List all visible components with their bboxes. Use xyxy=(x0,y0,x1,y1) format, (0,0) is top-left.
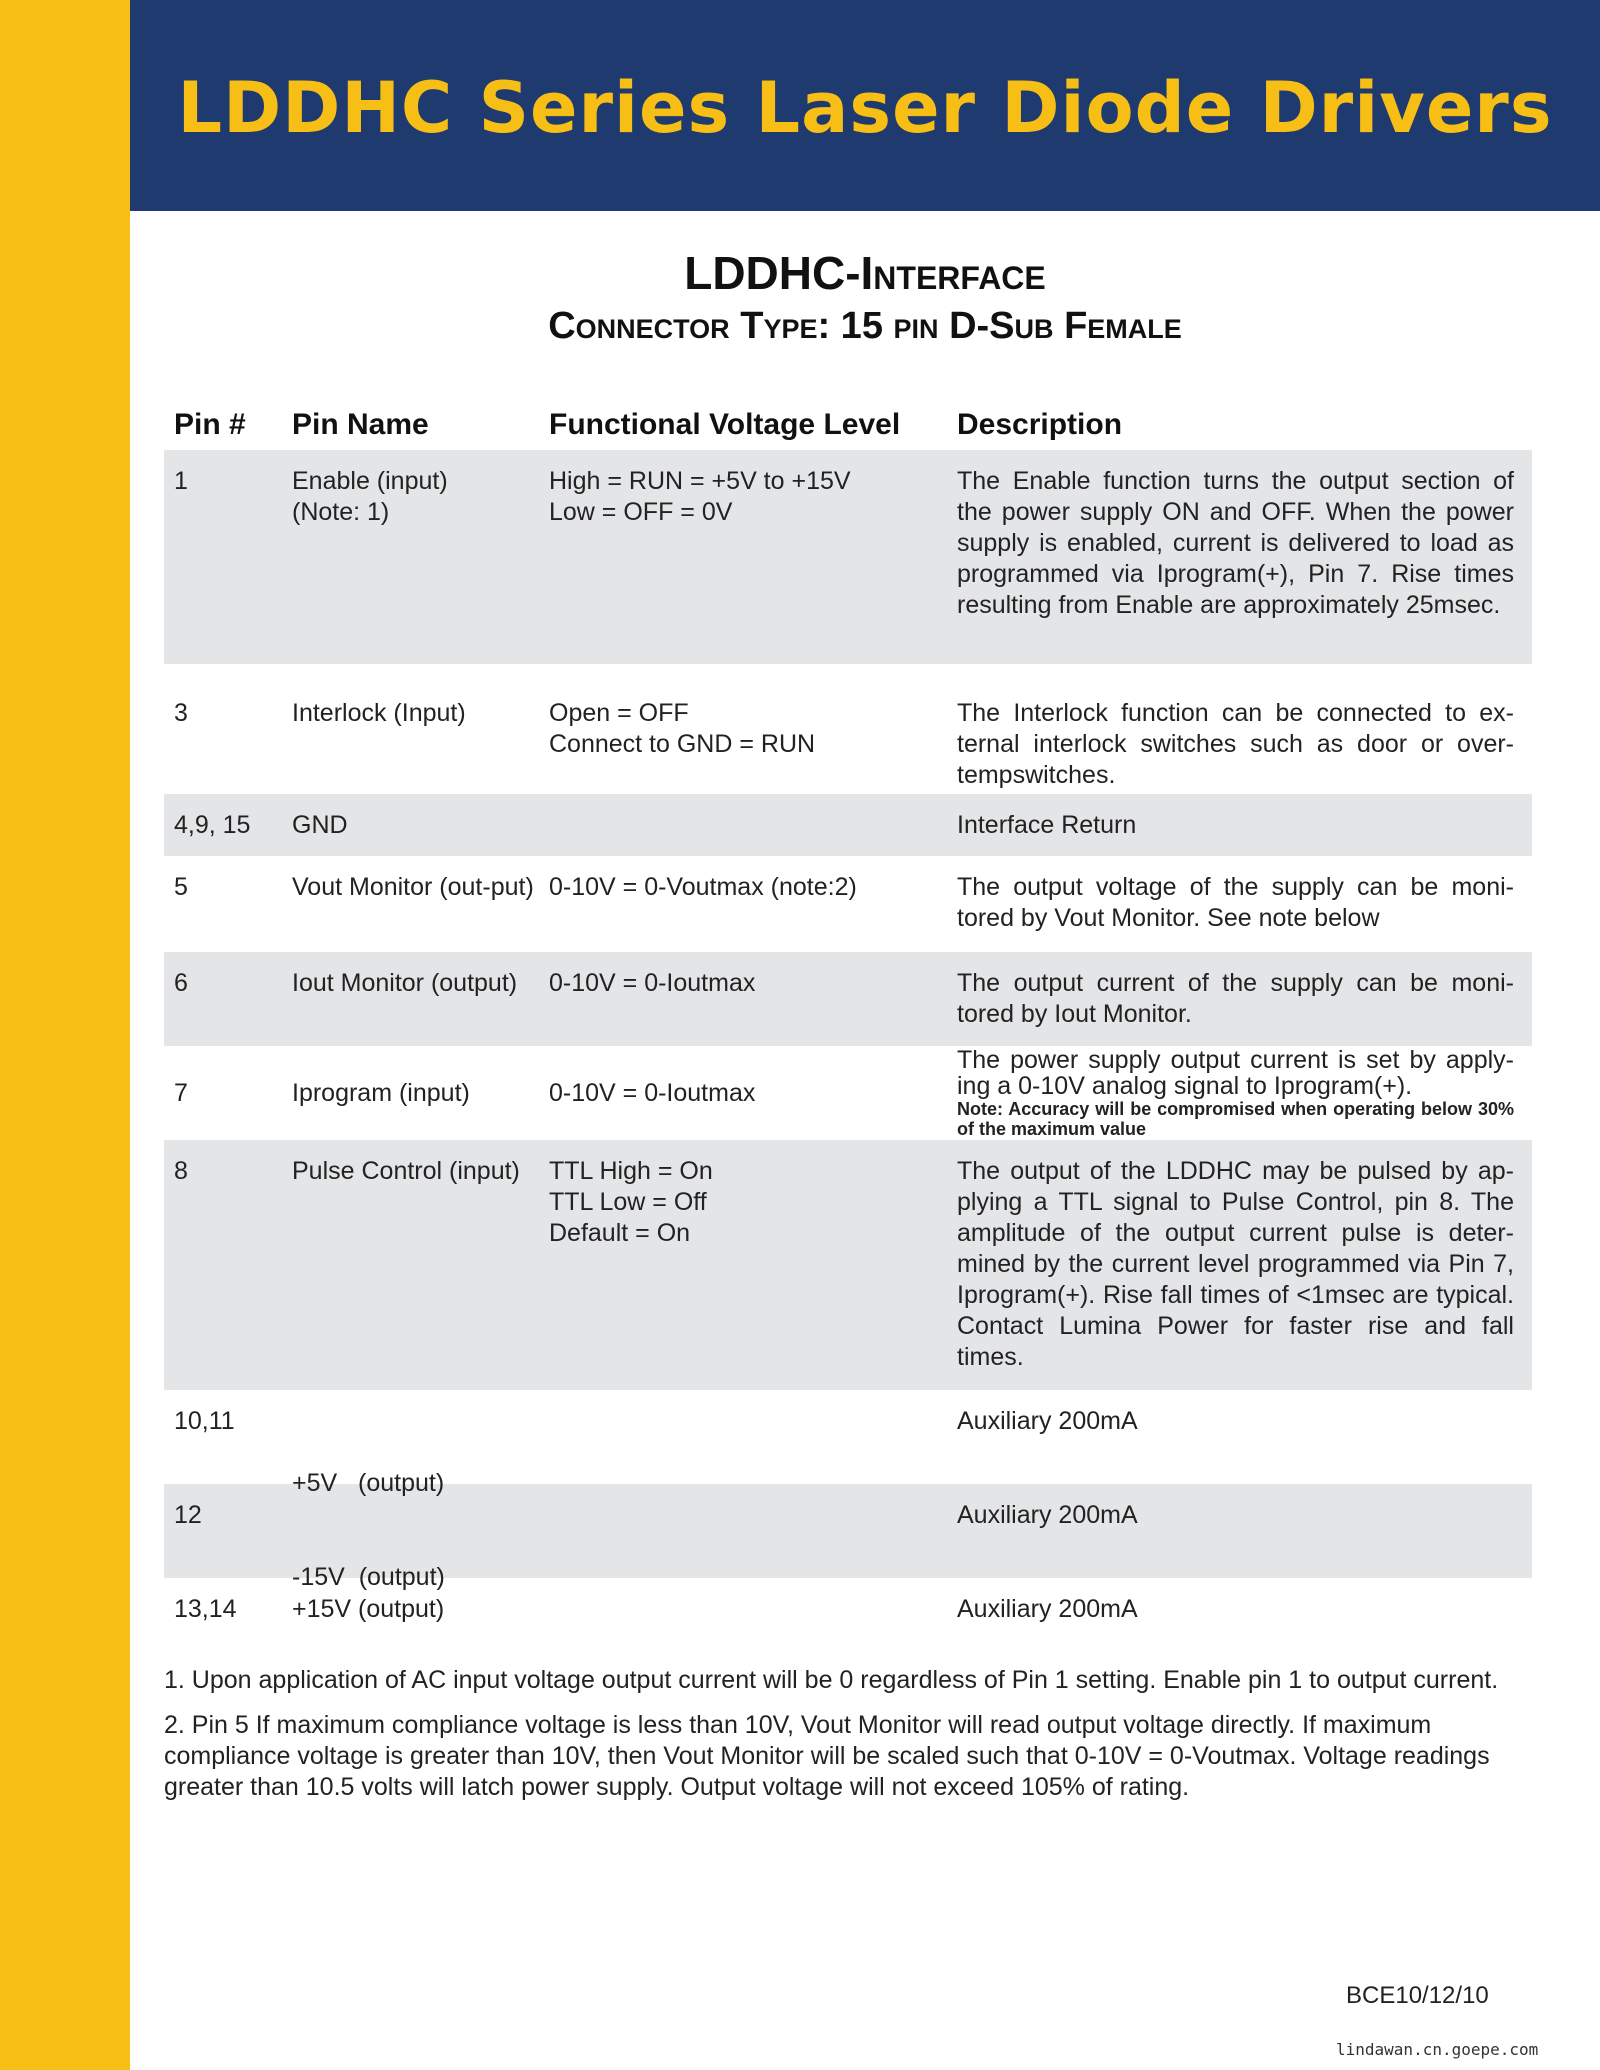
pin-number: 7 xyxy=(174,1078,188,1107)
pin-name-line: Vout Monitor (out-put) xyxy=(292,873,534,901)
voltage-level xyxy=(549,698,957,794)
voltage-level-line: TTL High = On xyxy=(549,1157,713,1185)
pin-number: 5 xyxy=(174,873,188,901)
voltage-level-line: TTL Low = Off xyxy=(549,1188,707,1216)
document-code: BCE10/12/10 xyxy=(1346,1982,1489,2009)
pin-name-line: -15V (output) xyxy=(292,1563,445,1591)
page-title: LDDHC Series Laser Diode Drivers xyxy=(177,66,1553,149)
footnote-2: 2. Pin 5 If maximum compliance voltage is less than 10V, Vout Monitor will read output voltage directly. If maximum compliance voltage is greater than 10V, then Vout Monitor will be scaled such that 0-10V = 0-Voutmax. Voltage readings greater than 10.5 volts will latch power supply. Output voltage will not exceed 105% of rating. xyxy=(164,1711,1490,1801)
pin-name-line: Pulse Control (input) xyxy=(292,1157,520,1185)
voltage-level-line: 0-10V = 0-Ioutmax xyxy=(549,1078,756,1107)
pin-name-line: +15V (output) xyxy=(292,1595,445,1623)
voltage-level xyxy=(549,1156,957,1390)
table-row xyxy=(164,1140,1532,1390)
voltage-level xyxy=(549,1078,957,1109)
pin-name xyxy=(292,810,549,841)
pin-description: The Interlock function can be connected to ex-ternal interlock switches such as door or over-tempswitches. xyxy=(957,699,1514,789)
pin-description: Interface Return xyxy=(957,810,1137,839)
pin-name-line: Iprogram (input) xyxy=(292,1078,470,1107)
table-row xyxy=(164,1046,1532,1140)
voltage-level xyxy=(549,466,957,664)
table-row xyxy=(164,450,1532,664)
pin-description xyxy=(957,1047,1522,1139)
pin-description: Auxiliary 200mA xyxy=(957,1501,1138,1529)
voltage-level-line: 0-10V = 0-Voutmax (note:2) xyxy=(549,873,857,901)
pin-name xyxy=(292,1594,549,1640)
left-accent-band xyxy=(0,0,130,2070)
voltage-level xyxy=(549,1500,957,1578)
accuracy-note: Note: Accuracy will be compromised when operating below 30% of the maximum value xyxy=(957,1099,1514,1139)
voltage-level-line: Open = OFF xyxy=(549,699,689,727)
voltage-level xyxy=(549,1406,957,1484)
header-banner xyxy=(130,0,1600,211)
pin-name xyxy=(292,1406,549,1497)
column-header-voltage-level: Functional Voltage Level xyxy=(549,408,901,441)
pin-name-line: Iout Monitor (output) xyxy=(292,969,518,997)
table-row xyxy=(164,856,1532,952)
pin-number: 12 xyxy=(174,1501,202,1529)
table-row xyxy=(164,952,1532,1046)
pin-description: The Enable function turns the output section of the power supply ON and OFF. When the power supply is enabled, current is delivered to load as programmed via Iprogram(+), Pin 7. Rise times resulting from Enable are approximately 25msec. xyxy=(957,467,1514,619)
pin-description: The output current of the supply can be moni-tored by Iout Monitor. xyxy=(957,969,1514,1028)
voltage-level-line: High = RUN = +5V to +15V xyxy=(549,467,851,495)
document-title: LDDHC-Interface xyxy=(684,247,1046,299)
table-row xyxy=(164,794,1532,856)
column-header-description: Description xyxy=(957,408,1123,441)
table-header xyxy=(164,400,1532,450)
pin-description: The output voltage of the supply can be moni-tored by Vout Monitor. See note below xyxy=(957,873,1514,932)
pin-number: 8 xyxy=(174,1157,188,1185)
footnote-1: 1. Upon application of AC input voltage output current will be 0 regardless of Pin 1 setting. Enable pin 1 to output current. xyxy=(164,1666,1499,1694)
voltage-level-line: 0-10V = 0-Ioutmax xyxy=(549,969,756,997)
table-row xyxy=(164,664,1532,794)
table-row xyxy=(164,1390,1532,1497)
voltage-level xyxy=(549,1594,957,1640)
pin-name xyxy=(292,872,549,952)
pin-name-line: Interlock (Input) xyxy=(292,699,466,727)
footnotes xyxy=(164,1665,1564,1817)
document-subtitle: Connector Type: 15 pin D-Sub Female xyxy=(548,305,1182,347)
pin-name-line: Enable (input) xyxy=(292,467,448,495)
voltage-level-line: Connect to GND = RUN xyxy=(549,730,816,758)
pin-name xyxy=(292,466,549,664)
voltage-level-line: Default = On xyxy=(549,1219,691,1247)
voltage-level xyxy=(549,872,957,952)
pin-number: 10,11 xyxy=(174,1407,235,1435)
pin-name-line: (Note: 1) xyxy=(292,498,390,526)
watermark-url: lindawan.cn.goepe.com xyxy=(1336,2040,1539,2059)
pin-description: The output of the LDDHC may be pulsed by ap-plying a TTL signal to Pulse Control, pin 8. The amplitude of the output current pulse is deter-mined by the current level programmed via Pin 7, Iprogram(+). Rise fall times of <1msec are typical. Contact Lumina Power for faster rise and fall times. xyxy=(957,1157,1514,1371)
pin-number: 6 xyxy=(174,969,188,997)
pin-name xyxy=(292,1156,549,1390)
voltage-level-line: Low = OFF = 0V xyxy=(549,498,733,526)
column-header-pin-name: Pin Name xyxy=(292,408,429,441)
pin-description: Auxiliary 200mA xyxy=(957,1595,1138,1623)
pin-number: 1 xyxy=(174,467,188,495)
voltage-level xyxy=(549,968,957,1046)
pin-number: 3 xyxy=(174,699,188,727)
pin-name-line: GND xyxy=(292,810,348,839)
pin-name-line: +5V (output) xyxy=(292,1469,445,1497)
description-text: The power supply output current is set by apply-ing a 0-10V analog signal to Iprogram(+). xyxy=(957,1046,1514,1100)
pin-description: Auxiliary 200mA xyxy=(957,1407,1138,1435)
pin-name xyxy=(292,968,549,1046)
pin-name xyxy=(292,1500,549,1591)
pin-table xyxy=(164,400,1532,1640)
pin-number: 4,9, 15 xyxy=(174,810,251,839)
column-header-pin: Pin # xyxy=(174,408,246,441)
pin-name xyxy=(292,698,549,794)
pin-number: 13,14 xyxy=(174,1595,237,1623)
pin-name xyxy=(292,1078,549,1109)
